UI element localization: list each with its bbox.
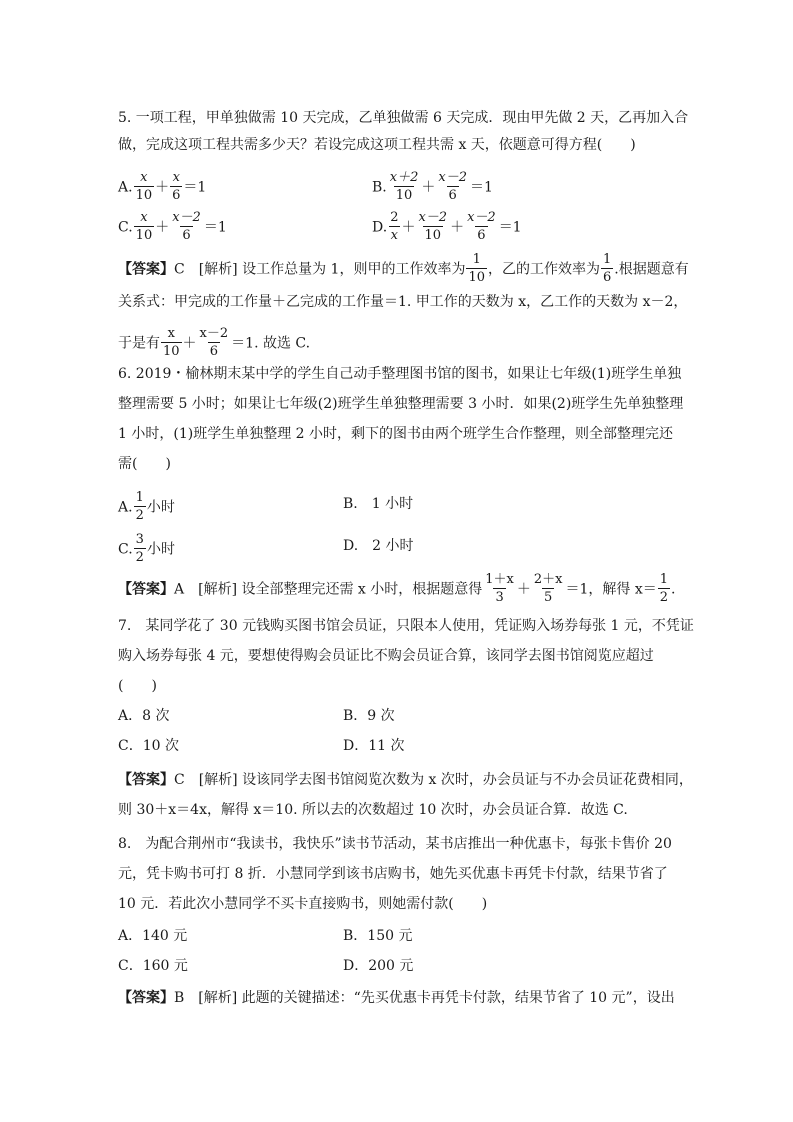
q6-option-b: B. 1 小时 <box>343 496 414 512</box>
q7-option-a: A．8 次 <box>118 708 170 724</box>
q8-option-b: B．150 元 <box>343 928 413 944</box>
q6-text-line1: 6. 2019・榆林期末某中学的学生自己动手整理图书馆的图书，如果让七年级(1)班学生单独 <box>118 366 682 382</box>
q6-text-line4: 需( ) <box>118 456 171 472</box>
q8-text-line1: 8. 为配合荆州市“我读书，我快乐”读书节活动，某书店推出一种优惠卡，每张卡售价 20 <box>118 836 672 852</box>
q5-option-a: A. $\frac{x}{10}$ ＋ $\frac{x}{6}$ ＝1 <box>118 170 207 203</box>
q6-option-c: C. $\frac{3}{2}$ 小时 <box>118 532 175 565</box>
q7-answer-line1: 【答案】C [解析] 设该同学去图书馆阅览次数为 x 次时，办会员证与不办会员证花费相同， <box>118 772 693 788</box>
q7-option-c: C．10 次 <box>118 738 179 754</box>
q5-option-b: B. $\frac{x+2}{10}$ ＋ $\frac{x-2}{6}$ ＝1 <box>372 170 493 203</box>
q6-option-a: A. $\frac{1}{2}$ 小时 <box>118 490 175 523</box>
answer-label: 【答案】 <box>118 990 174 1006</box>
q7-option-b: B．9 次 <box>343 708 395 724</box>
q6-option-d: D. 2 小时 <box>343 538 414 554</box>
q8-text-line3: 10 元．若此次小慧同学不买卡直接购书，则她需付款( ) <box>118 896 488 912</box>
q5-option-d: D. $\frac{2}{x}$ ＋ $\frac{x-2}{10}$ ＋ $\frac{x-2}{6}$ ＝1 <box>372 210 522 243</box>
q7-answer-line2: 则 30＋x＝4x，解得 x＝10. 所以去的次数超过 10 次时，办会员证合算．故选 C. <box>118 802 628 818</box>
q7-text-line3: ( ) <box>118 678 157 694</box>
q5-answer-line1: 【答案】C [解析] 设工作总量为 1，则甲的工作效率为 $\frac{1}{10}$ ，乙的工作效率为 $\frac{1}{6}$ .根据题意有 <box>118 252 689 285</box>
q8-option-a: A．140 元 <box>118 928 188 944</box>
q5-answer-line2: 关系式：甲完成的工作量＋乙完成的工作量＝1. 甲工作的天数为 x，乙工作的天数为 x－2， <box>118 294 688 310</box>
q7-text-line2: 购入场券每张 4 元，要想使得购会员证比不购会员证合算，该同学去图书馆阅览应超过 <box>118 648 654 664</box>
q5-option-c: C. $\frac{x}{10}$ ＋ $\frac{x-2}{6}$ ＝1 <box>118 210 227 243</box>
q8-answer-line1: 【答案】B [解析] 此题的关键描述：“先买优惠卡再凭卡付款，结果节省了 10 元”，设出 <box>118 990 675 1006</box>
q6-answer: 【答案】A [解析] 设全部整理完还需 x 小时，根据题意得 $\frac{1+x}{3}$ ＋ $\frac{2+x}{5}$ ＝1，解得 x＝ $\frac{1}{2}$ . <box>118 572 676 605</box>
q8-option-c: C．160 元 <box>118 958 188 974</box>
q6-text-line2: 整理需要 5 小时；如果让七年级(2)班学生单独整理需要 3 小时．如果(2)班学生先单独整理 <box>118 396 684 412</box>
answer-label: 【答案】 <box>118 772 174 788</box>
q7-option-d: D．11 次 <box>343 738 405 754</box>
q7-text-line1: 7. 某同学花了 30 元钱购买图书馆会员证，只限本人使用，凭证购入场券每张 1 元，不凭证 <box>118 618 694 634</box>
q5-text-line2: 做，完成这项工程共需多少天？若设完成这项工程共需 x 天，依题意可得方程( ) <box>118 137 636 153</box>
answer-label: 【答案】 <box>118 261 174 278</box>
q8-text-line2: 元，凭卡购书可打 8 折．小慧同学到该书店购书，她先买优惠卡再凭卡付款，结果节省了 <box>118 866 668 882</box>
answer-label: 【答案】 <box>118 581 174 598</box>
q5-text-line1: 5. 一项工程，甲单独做需 10 天完成，乙单独做需 6 天完成．现由甲先做 2 天，乙再加入合 <box>118 110 689 126</box>
q8-option-d: D．200 元 <box>343 958 414 974</box>
q6-text-line3: 1 小时，(1)班学生单独整理 2 小时，剩下的图书由两个班学生合作整理，则全部整理完还 <box>118 426 673 442</box>
q5-answer-line3: 于是有 $\frac{x}{10}$ ＋ $\frac{x-2}{6}$ ＝1. 故选 C. <box>118 326 311 359</box>
